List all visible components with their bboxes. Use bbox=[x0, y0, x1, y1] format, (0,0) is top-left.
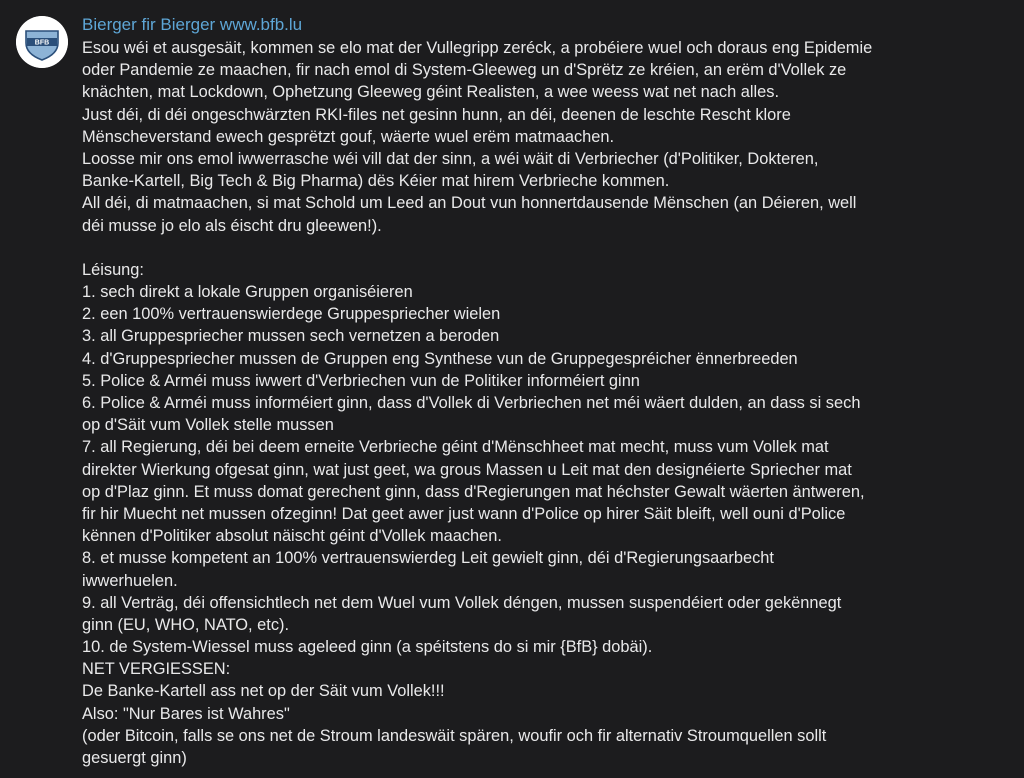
message-text bbox=[82, 37, 1016, 769]
message-line: 9. all Verträg, déi offensichtlech net dem Wuel vum Vollek déngen, mussen suspendéiert oder gekënnegt bbox=[82, 593, 842, 612]
message-line: direkter Wierkung ofgesat ginn, wat just geet, wa grous Massen u Leit mat den designéierte Spriecher mat bbox=[82, 460, 852, 479]
message-line: kënnen d'Politiker absolut näischt géint d'Vollek maachen. bbox=[82, 527, 502, 546]
message-line: Mënscheverstand ewech gesprëtzt gouf, wäerte wuel erëm matmaachen. bbox=[82, 127, 615, 146]
message-line: op d'Plaz ginn. Et muss domat gerechent ginn, dass d'Regierungen mat héchster Gewalt wäerten äntweren, bbox=[82, 482, 865, 501]
message-line: op d'Säit vum Vollek stelle mussen bbox=[82, 416, 334, 435]
message-line: De Banke-Kartell ass net op der Säit vum Vollek!!! bbox=[82, 682, 445, 701]
message-line: Esou wéi et ausgesäit, kommen se elo mat der Vullegripp zeréck, a probéiere wuel och doraus eng Epidemie bbox=[82, 39, 873, 57]
message-line: 2. een 100% vertrauenswierdege Gruppespriecher wielen bbox=[82, 305, 501, 324]
message-line bbox=[82, 237, 1016, 259]
message-line: 10. de System-Wiessel muss ageleed ginn (a spéitstens do si mir {BfB} dobäi). bbox=[82, 638, 653, 657]
message-line: Just déi, di déi ongeschwärzten RKI-files net gesinn hunn, an déi, deenen de leschte Rescht klore bbox=[82, 105, 791, 124]
message-line: 4. d'Gruppespriecher mussen de Gruppen eng Synthese vun de Gruppegespréicher ënnerbreeden bbox=[82, 349, 798, 368]
message-bubble bbox=[82, 14, 1016, 769]
message-line: oder Pandemie ze maachen, fir nach emol di System-Gleeweg un d'Sprëtz ze kréien, an erëm d'Vollek ze bbox=[82, 61, 847, 80]
message-line: 8. et musse kompetent an 100% vertrauenswierdeg Leit gewielt ginn, déi d'Regierungsaarbecht bbox=[82, 549, 774, 568]
avatar-logo-text: BFB bbox=[34, 39, 50, 47]
message-line: 6. Police & Arméi muss informéiert ginn, dass d'Vollek di Verbriechen net méi wäert dulden, an dass si sech bbox=[82, 394, 861, 412]
message-line: Banke-Kartell, Big Tech & Big Pharma) dës Kéier mat hirem Verbrieche kommen. bbox=[82, 172, 670, 191]
bfb-shield-logo-icon bbox=[16, 16, 68, 68]
channel-avatar[interactable] bbox=[16, 16, 68, 68]
message-line: 3. all Gruppespriecher mussen sech vernetzen a beroden bbox=[82, 327, 500, 346]
message-line: knächten, mat Lockdown, Ophetzung Gleeweg géint Realisten, a wee weess wat net nach alles. bbox=[82, 83, 780, 102]
message-line: ginn (EU, WHO, NATO, etc). bbox=[82, 615, 290, 634]
message-line: 7. all Regierung, déi bei deem erneite Verbrieche géint d'Mënschheet mat mecht, muss vum Vollek mat bbox=[82, 438, 829, 457]
message-line: déi musse jo elo als éischt dru gleewen!). bbox=[82, 216, 382, 235]
message-line: 5. Police & Arméi muss iwwert d'Verbriechen vun de Politiker informéiert ginn bbox=[82, 371, 640, 390]
message-line: Léisung: bbox=[82, 260, 144, 279]
message-line: iwwerhuelen. bbox=[82, 571, 178, 590]
message-line: 1. sech direkt a lokale Gruppen organiséieren bbox=[82, 283, 413, 302]
message-line: Also: "Nur Bares ist Wahres" bbox=[82, 704, 290, 723]
message-line: fir hir Muecht net mussen ofzeginn! Dat geet awer just wann d'Police op hirer Säit bleift, well ouni d'Police bbox=[82, 504, 846, 523]
message-line: All déi, di matmaachen, si mat Schold um Leed an Dout vun honnertdausende Mënschen (an Déieren, well bbox=[82, 194, 857, 213]
message-line: Loosse mir ons emol iwwerrasche wéi vill dat der sinn, a wéi wäit di Verbriecher (d'Politiker, Dokteren, bbox=[82, 149, 819, 168]
sender-name[interactable]: Bierger fir Bierger www.bfb.lu bbox=[82, 15, 303, 34]
message-line: gesuergt ginn) bbox=[82, 749, 187, 767]
message-line: NET VERGIESSEN: bbox=[82, 660, 231, 679]
message-line: (oder Bitcoin, falls se ons net de Stroum landeswäit spären, woufir och fir alternativ Stroumquellen sollt bbox=[82, 726, 827, 745]
